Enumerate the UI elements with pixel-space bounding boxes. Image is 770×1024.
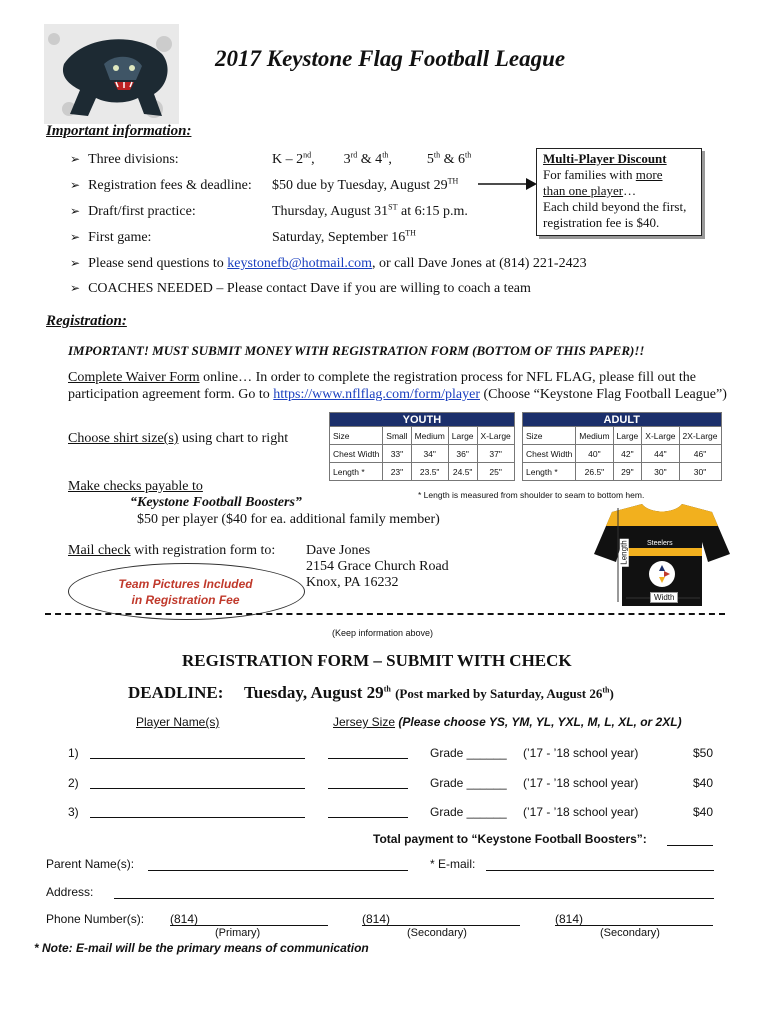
arrow-bullet-icon: ➢ xyxy=(70,204,81,218)
width-label: Width xyxy=(650,592,678,603)
phone-primary-area: (814) xyxy=(170,912,199,926)
email-note: * Note: E-mail will be the primary means of communication xyxy=(34,941,369,955)
phone-secondary1-area: (814) xyxy=(362,912,391,926)
info-divisions: ➢ Three divisions: xyxy=(70,152,179,167)
player1-jersey-field[interactable] xyxy=(328,758,408,759)
adult-size-chart: ADULT Size Medium Large X-Large 2X-Large Chest Width 40" 42" 44" 46" Length * 26.5" 29" 30" 30" xyxy=(522,412,722,481)
row1-number: 1) xyxy=(68,746,79,760)
info-coaches: ➢ COACHES NEEDED – Please contact Dave if you are willing to coach a team xyxy=(70,281,531,296)
phone-secondary2-field[interactable] xyxy=(555,925,713,926)
phone-primary-field[interactable] xyxy=(170,925,328,926)
right-arrow-icon xyxy=(478,176,538,192)
waiver-line2: participation agreement form. Go to https://www.nflflag.com/form/player (Choose “Keystone Flag Football League”) xyxy=(68,387,727,402)
player2-grade-field[interactable]: Grade ______ xyxy=(430,776,507,790)
deadline-label: DEADLINE: xyxy=(128,683,224,702)
player3-name-field[interactable] xyxy=(90,817,305,818)
fees-value: $50 due by Tuesday, August 29TH xyxy=(272,176,459,193)
parent-name-label: Parent Name(s): xyxy=(46,857,135,871)
registration-heading: Registration: xyxy=(46,313,127,329)
row2-number: 2) xyxy=(68,776,79,790)
email-link[interactable]: keystonefb@hotmail.com xyxy=(227,256,372,271)
phone-secondary1-caption: (Secondary) xyxy=(407,927,467,939)
address-label: Address: xyxy=(46,885,94,899)
team-pictures-text: Team Pictures Included in Registration Fee xyxy=(118,577,253,607)
phone-secondary2-area: (814) xyxy=(555,912,584,926)
mail-check: Mail check with registration form to: xyxy=(68,543,276,558)
waiver-line1: Complete Waiver Form online… In order to complete the registration process for NFL FLAG, please fill out the xyxy=(68,370,696,385)
practice-value: Thursday, August 31ST at 6:15 p.m. xyxy=(272,202,468,219)
divisions-values: K – 2nd, 3rd & 4th, 5th & 6th xyxy=(272,150,472,167)
postmark-note: (Post marked by Saturday, August 26th) xyxy=(395,685,614,701)
row1-fee: $50 xyxy=(693,746,714,760)
length-label: Length xyxy=(619,540,629,565)
discount-box xyxy=(536,148,702,236)
checks-payable: Make checks payable to xyxy=(68,479,203,494)
row2-fee: $40 xyxy=(693,776,714,790)
address-field[interactable] xyxy=(114,898,714,899)
row3-number: 3) xyxy=(68,805,79,819)
length-note: * Length is measured from shoulder to seam to bottom hem. xyxy=(418,490,645,500)
phone-primary-caption: (Primary) xyxy=(215,927,261,939)
deadline-date: Tuesday, August 29th (Post marked by Saturday, August 26th) xyxy=(244,683,614,702)
player2-jersey-field[interactable] xyxy=(328,788,408,789)
youth-size-chart: YOUTH Size Small Medium Large X-Large Chest Width 33" 34" 36" 37" Length * 23" 23.5" 24.5" 25" xyxy=(329,412,515,481)
shirt-size-text: Choose shirt size(s) using chart to right xyxy=(68,431,289,446)
first-game-value: Saturday, September 16TH xyxy=(272,228,416,245)
row2-school-year: (’17 - ’18 school year) xyxy=(523,776,639,790)
discount-line2: than one player… xyxy=(543,183,637,198)
youth-header: YOUTH xyxy=(330,413,515,427)
player-name-header: Player Name(s) xyxy=(136,715,220,729)
email-label: * E-mail: xyxy=(430,857,476,871)
player1-grade-field[interactable]: Grade ______ xyxy=(430,746,507,760)
form-title: REGISTRATION FORM – SUBMIT WITH CHECK xyxy=(182,651,572,670)
phone-label: Phone Number(s): xyxy=(46,912,145,926)
row3-school-year: (’17 - ’18 school year) xyxy=(523,805,639,819)
player2-name-field[interactable] xyxy=(90,788,305,789)
arrow-bullet-icon: ➢ xyxy=(70,281,81,295)
jersey-brand: Steelers xyxy=(647,540,673,547)
email-field[interactable] xyxy=(486,870,714,871)
row1-school-year: (’17 - ’18 school year) xyxy=(523,746,639,760)
arrow-bullet-icon: ➢ xyxy=(70,256,81,270)
total-payment-label: Total payment to “Keystone Football Boosters”: xyxy=(373,832,647,846)
arrow-bullet-icon: ➢ xyxy=(70,230,81,244)
keep-info: (Keep information above) xyxy=(332,628,434,638)
player3-grade-field[interactable]: Grade ______ xyxy=(430,805,507,819)
info-fees: ➢ Registration fees & deadline: xyxy=(70,178,252,193)
discount-line3: Each child beyond the first, xyxy=(543,199,687,214)
arrow-bullet-icon: ➢ xyxy=(70,178,81,192)
player3-jersey-field[interactable] xyxy=(328,817,408,818)
checks-payee: “Keystone Football Boosters” xyxy=(130,495,302,510)
page-title: 2017 Keystone Flag Football League xyxy=(215,46,566,71)
jersey-size-header: Jersey Size (Please choose YS, YM, YL, YXL, M, L, XL, or 2XL) xyxy=(333,715,682,729)
nflflag-link[interactable]: https://www.nflflag.com/form/player xyxy=(273,387,480,402)
arrow-bullet-icon: ➢ xyxy=(70,152,81,166)
discount-line4: registration fee is $40. xyxy=(543,215,660,230)
info-questions: ➢ Please send questions to keystonefb@hotmail.com, or call Dave Jones at (814) 221-2423 xyxy=(70,256,587,271)
discount-title: Multi-Player Discount xyxy=(543,151,667,166)
player1-name-field[interactable] xyxy=(90,758,305,759)
phone-secondary1-field[interactable] xyxy=(362,925,520,926)
info-first-game: ➢ First game: xyxy=(70,230,152,245)
row3-fee: $40 xyxy=(693,805,714,819)
important-notice: IMPORTANT! MUST SUBMIT MONEY WITH REGISTRATION FORM (BOTTOM OF THIS PAPER)!! xyxy=(68,343,645,358)
panther-logo xyxy=(44,24,179,124)
parent-name-field[interactable] xyxy=(148,870,408,871)
phone-secondary2-caption: (Secondary) xyxy=(600,927,660,939)
adult-header: ADULT xyxy=(523,413,722,427)
checks-price: $50 per player ($40 for ea. additional family member) xyxy=(137,512,440,527)
cut-line xyxy=(45,613,725,615)
total-payment-field[interactable] xyxy=(667,845,713,846)
discount-line1: For families with more xyxy=(543,167,663,182)
mail-address: Dave Jones 2154 Grace Church Road Knox, PA 16232 xyxy=(306,543,449,590)
info-practice: ➢ Draft/first practice: xyxy=(70,204,196,219)
important-heading: Important information: xyxy=(46,123,192,139)
